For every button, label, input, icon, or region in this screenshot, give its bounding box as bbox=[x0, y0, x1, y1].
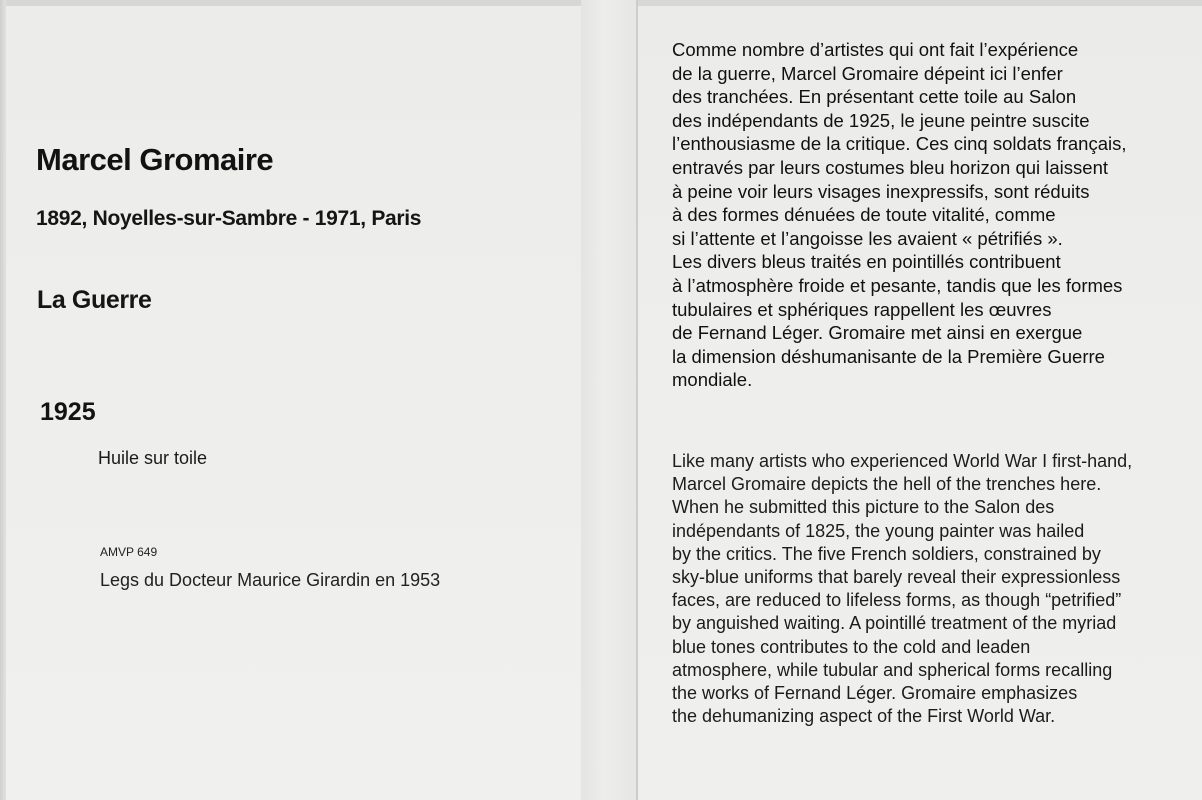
artwork-medium: Huile sur toile bbox=[98, 448, 208, 468]
english-line: the works of Fernand Léger. Gromaire emphasizes bbox=[672, 683, 1078, 704]
english-line: faces, are reduced to lifeless forms, as though “petrified” bbox=[672, 590, 1122, 611]
french-line: à des formes dénuées de toute vitalité, comme bbox=[672, 204, 1056, 226]
french-description bbox=[672, 38, 1127, 392]
french-line: la dimension déshumanisante de la Première Guerre bbox=[672, 345, 1105, 367]
french-line: si l’attente et l’angoisse les avaient « pétrifiés ». bbox=[672, 227, 1063, 249]
english-description bbox=[672, 450, 1132, 728]
english-line: blue tones contributes to the cold and leaden bbox=[672, 636, 1031, 657]
inventory-number: AMVP 649 bbox=[100, 545, 158, 559]
french-line: tubulaires et sphériques rappellent les œuvres bbox=[672, 298, 1052, 320]
french-line: à peine voir leurs visages inexpressifs, sont réduits bbox=[672, 180, 1090, 202]
french-line: Les divers bleus traités en pointillés contribuent bbox=[672, 251, 1061, 273]
artwork-year: 1925 bbox=[40, 398, 96, 426]
english-line: Like many artists who experienced World War I first-hand, bbox=[672, 451, 1133, 471]
artist-dates: 1892, Noyelles-sur-Sambre - 1971, Paris bbox=[36, 207, 422, 230]
french-line: à l’atmosphère froide et pesante, tandis que les formes bbox=[672, 274, 1123, 296]
english-line: the dehumanizing aspect of the First World War. bbox=[672, 706, 1056, 727]
french-line: de Fernand Léger. Gromaire met ainsi en exergue bbox=[672, 322, 1083, 344]
panel-gap-strip bbox=[581, 0, 637, 800]
artist-name: Marcel Gromaire bbox=[36, 142, 274, 177]
french-line: des tranchées. En présentant cette toile au Salon bbox=[672, 86, 1077, 108]
french-line: Comme nombre d’artistes qui ont fait l’expérience bbox=[672, 39, 1079, 60]
french-line: mondiale. bbox=[672, 369, 753, 391]
credit-line: Legs du Docteur Maurice Girardin en 1953 bbox=[100, 570, 441, 590]
english-line: by anguished waiting. A pointillé treatment of the myriad bbox=[672, 613, 1117, 634]
english-line: by the critics. The five French soldiers, constrained by bbox=[672, 543, 1101, 564]
artwork-title: La Guerre bbox=[37, 286, 152, 314]
french-line: l’enthousiasme de la critique. Ces cinq soldats français, bbox=[672, 133, 1127, 155]
french-line: entravés par leurs costumes bleu horizon qui laissent bbox=[672, 156, 1109, 178]
english-line: sky-blue uniforms that barely reveal their expressionless bbox=[672, 567, 1121, 588]
french-line: des indépendants de 1925, le jeune peintre suscite bbox=[672, 109, 1090, 131]
english-line: atmosphere, while tubular and spherical forms recalling bbox=[672, 659, 1113, 680]
french-line: de la guerre, Marcel Gromaire dépeint ici l’enfer bbox=[672, 62, 1063, 84]
english-line: indépendants of 1825, the young painter was hailed bbox=[672, 520, 1085, 541]
english-line: Marcel Gromaire depicts the hell of the trenches here. bbox=[672, 474, 1102, 495]
english-line: When he submitted this picture to the Salon des bbox=[672, 497, 1055, 518]
